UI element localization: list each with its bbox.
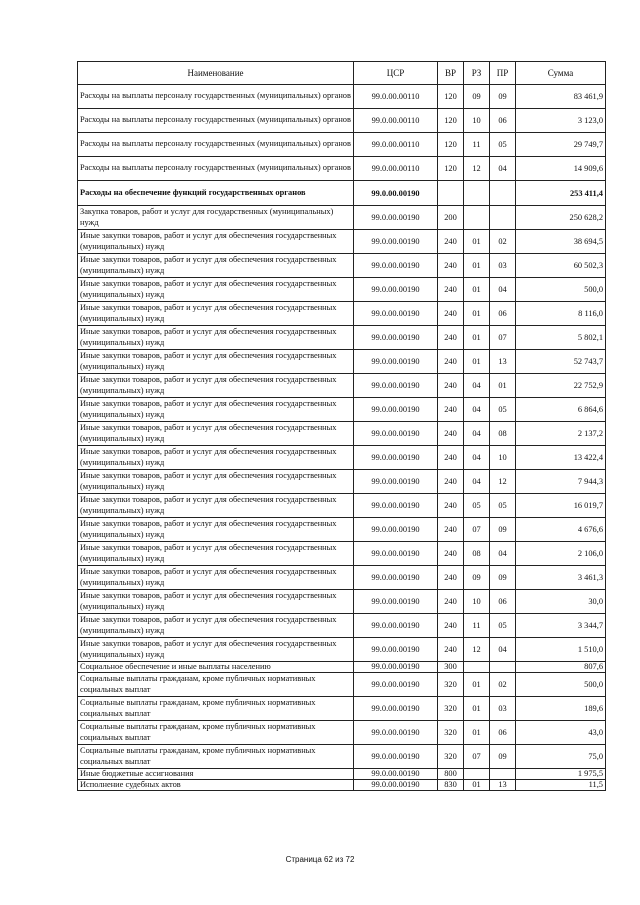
cell-pr [490,662,516,673]
cell-rz: 04 [464,446,490,470]
cell-pr: 12 [490,470,516,494]
header-vr: ВР [438,62,464,85]
cell-vr [438,181,464,206]
cell-name: Иные бюджетные ассигнования [78,769,354,780]
table-row [78,780,606,791]
cell-rz: 04 [464,398,490,422]
table-row [78,769,606,780]
cell-name: Иные закупки товаров, работ и услуг для обеспечения государственных (муниципальных) нужд [78,302,354,326]
cell-vr: 240 [438,638,464,662]
cell-vr: 200 [438,206,464,230]
header-pr: ПР [490,62,516,85]
cell-sum: 5 802,1 [516,326,606,350]
cell-rz [464,769,490,780]
cell-pr: 06 [490,109,516,133]
cell-sum: 500,0 [516,278,606,302]
cell-rz: 09 [464,566,490,590]
cell-vr: 800 [438,769,464,780]
cell-name: Расходы на обеспечение функций государственных органов [78,181,354,206]
cell-vr: 240 [438,374,464,398]
cell-csr: 99.0.00.00190 [354,590,438,614]
cell-csr: 99.0.00.00190 [354,470,438,494]
cell-sum: 14 909,6 [516,157,606,181]
cell-pr: 10 [490,446,516,470]
cell-csr: 99.0.00.00190 [354,398,438,422]
cell-name: Иные закупки товаров, работ и услуг для обеспечения государственных (муниципальных) нужд [78,590,354,614]
cell-name: Иные закупки товаров, работ и услуг для обеспечения государственных (муниципальных) нужд [78,518,354,542]
table-row [78,566,606,590]
cell-csr: 99.0.00.00190 [354,745,438,769]
cell-sum: 11,5 [516,780,606,791]
cell-vr: 240 [438,254,464,278]
cell-sum: 29 749,7 [516,133,606,157]
cell-sum: 189,6 [516,697,606,721]
cell-rz: 01 [464,780,490,791]
cell-pr: 09 [490,518,516,542]
table-row [78,133,606,157]
cell-pr: 04 [490,157,516,181]
cell-name: Иные закупки товаров, работ и услуг для обеспечения государственных (муниципальных) нужд [78,350,354,374]
cell-sum: 83 461,9 [516,85,606,109]
cell-pr: 03 [490,697,516,721]
cell-sum: 2 137,2 [516,422,606,446]
cell-rz: 11 [464,614,490,638]
table-row [78,374,606,398]
cell-pr: 06 [490,302,516,326]
cell-pr [490,181,516,206]
cell-pr: 06 [490,721,516,745]
cell-rz: 12 [464,157,490,181]
cell-vr: 240 [438,230,464,254]
table-row [78,446,606,470]
cell-name: Иные закупки товаров, работ и услуг для обеспечения государственных (муниципальных) нужд [78,398,354,422]
cell-name: Иные закупки товаров, работ и услуг для обеспечения государственных (муниципальных) нужд [78,494,354,518]
cell-csr: 99.0.00.00190 [354,374,438,398]
cell-name: Расходы на выплаты персоналу государственных (муниципальных) органов [78,85,354,109]
cell-rz: 01 [464,254,490,278]
cell-rz: 05 [464,494,490,518]
cell-csr: 99.0.00.00190 [354,697,438,721]
cell-sum: 807,6 [516,662,606,673]
cell-sum: 3 461,3 [516,566,606,590]
cell-rz: 04 [464,374,490,398]
cell-vr: 320 [438,745,464,769]
table-row [78,697,606,721]
cell-name: Иные закупки товаров, работ и услуг для обеспечения государственных (муниципальных) нужд [78,230,354,254]
cell-vr: 240 [438,278,464,302]
cell-csr: 99.0.00.00190 [354,230,438,254]
cell-vr: 240 [438,494,464,518]
table-row [78,590,606,614]
cell-name: Иные закупки товаров, работ и услуг для обеспечения государственных (муниципальных) нужд [78,254,354,278]
cell-csr: 99.0.00.00190 [354,638,438,662]
cell-pr: 05 [490,494,516,518]
cell-csr: 99.0.00.00190 [354,673,438,697]
cell-sum: 2 106,0 [516,542,606,566]
table-row [78,470,606,494]
table-header-row [78,62,606,85]
page-footer: Страница 62 из 72 [285,855,355,864]
table-row [78,422,606,446]
cell-vr: 240 [438,302,464,326]
table-row [78,157,606,181]
cell-pr: 09 [490,85,516,109]
cell-pr: 08 [490,422,516,446]
cell-name: Иные закупки товаров, работ и услуг для обеспечения государственных (муниципальных) нужд [78,470,354,494]
cell-name: Иные закупки товаров, работ и услуг для обеспечения государственных (муниципальных) нужд [78,446,354,470]
table-row [78,638,606,662]
cell-rz: 04 [464,422,490,446]
cell-name: Иные закупки товаров, работ и услуг для обеспечения государственных (муниципальных) нужд [78,542,354,566]
cell-csr: 99.0.00.00190 [354,350,438,374]
cell-sum: 500,0 [516,673,606,697]
cell-pr: 05 [490,133,516,157]
cell-csr: 99.0.00.00110 [354,157,438,181]
cell-rz: 09 [464,85,490,109]
cell-pr: 09 [490,566,516,590]
table-row [78,518,606,542]
table-row [78,181,606,206]
cell-pr: 07 [490,326,516,350]
cell-rz: 01 [464,326,490,350]
cell-vr: 240 [438,422,464,446]
cell-vr: 240 [438,350,464,374]
table-row [78,398,606,422]
cell-pr: 03 [490,254,516,278]
cell-rz: 04 [464,470,490,494]
cell-sum: 30,0 [516,590,606,614]
cell-sum: 250 628,2 [516,206,606,230]
cell-sum: 52 743,7 [516,350,606,374]
table-row [78,254,606,278]
cell-rz: 01 [464,278,490,302]
cell-name: Иные закупки товаров, работ и услуг для обеспечения государственных (муниципальных) нужд [78,326,354,350]
cell-csr: 99.0.00.00190 [354,206,438,230]
cell-vr: 240 [438,590,464,614]
cell-csr: 99.0.00.00190 [354,446,438,470]
cell-rz: 07 [464,745,490,769]
cell-sum: 60 502,3 [516,254,606,278]
cell-sum: 43,0 [516,721,606,745]
table-row [78,278,606,302]
cell-name: Расходы на выплаты персоналу государственных (муниципальных) органов [78,133,354,157]
cell-name: Исполнение судебных актов [78,780,354,791]
table-row [78,85,606,109]
cell-sum: 1 510,0 [516,638,606,662]
cell-sum: 3 123,0 [516,109,606,133]
cell-rz: 01 [464,721,490,745]
cell-rz: 01 [464,697,490,721]
cell-rz: 08 [464,542,490,566]
cell-vr: 120 [438,133,464,157]
cell-sum: 3 344,7 [516,614,606,638]
cell-pr: 05 [490,398,516,422]
cell-pr: 04 [490,638,516,662]
cell-rz: 11 [464,133,490,157]
cell-name: Иные закупки товаров, работ и услуг для обеспечения государственных (муниципальных) нужд [78,278,354,302]
cell-sum: 75,0 [516,745,606,769]
cell-csr: 99.0.00.00110 [354,109,438,133]
header-name: Наименование [78,62,354,85]
cell-pr [490,769,516,780]
cell-csr: 99.0.00.00190 [354,181,438,206]
cell-vr: 830 [438,780,464,791]
table-row [78,109,606,133]
cell-sum: 38 694,5 [516,230,606,254]
cell-vr: 240 [438,446,464,470]
cell-name: Социальные выплаты гражданам, кроме публичных нормативных социальных выплат [78,697,354,721]
header-rz: РЗ [464,62,490,85]
table-row [78,721,606,745]
cell-csr: 99.0.00.00190 [354,614,438,638]
cell-pr: 04 [490,278,516,302]
table-row [78,745,606,769]
cell-csr: 99.0.00.00190 [354,769,438,780]
cell-pr: 13 [490,780,516,791]
cell-name: Социальное обеспечение и иные выплаты населению [78,662,354,673]
cell-vr: 240 [438,518,464,542]
cell-csr: 99.0.00.00190 [354,662,438,673]
cell-rz: 01 [464,673,490,697]
cell-pr: 02 [490,673,516,697]
cell-csr: 99.0.00.00190 [354,326,438,350]
cell-vr: 300 [438,662,464,673]
cell-sum: 13 422,4 [516,446,606,470]
header-sum: Сумма [516,62,606,85]
cell-rz: 01 [464,230,490,254]
cell-csr: 99.0.00.00190 [354,566,438,590]
cell-vr: 320 [438,673,464,697]
cell-vr: 240 [438,542,464,566]
table-row [78,326,606,350]
cell-sum: 16 019,7 [516,494,606,518]
cell-csr: 99.0.00.00190 [354,542,438,566]
table-row [78,230,606,254]
cell-csr: 99.0.00.00190 [354,721,438,745]
cell-rz: 10 [464,590,490,614]
cell-pr: 09 [490,745,516,769]
cell-vr: 120 [438,157,464,181]
cell-pr: 06 [490,590,516,614]
table-row [78,206,606,230]
cell-vr: 320 [438,721,464,745]
table-row [78,302,606,326]
cell-name: Социальные выплаты гражданам, кроме публичных нормативных социальных выплат [78,745,354,769]
cell-rz: 01 [464,350,490,374]
table-row [78,614,606,638]
cell-csr: 99.0.00.00110 [354,85,438,109]
cell-rz: 10 [464,109,490,133]
cell-csr: 99.0.00.00190 [354,302,438,326]
cell-rz: 01 [464,302,490,326]
cell-csr: 99.0.00.00190 [354,518,438,542]
cell-name: Расходы на выплаты персоналу государственных (муниципальных) органов [78,109,354,133]
cell-name: Закупка товаров, работ и услуг для государственных (муниципальных) нужд [78,206,354,230]
cell-name: Иные закупки товаров, работ и услуг для обеспечения государственных (муниципальных) нужд [78,614,354,638]
cell-csr: 99.0.00.00190 [354,422,438,446]
cell-csr: 99.0.00.00190 [354,494,438,518]
cell-pr [490,206,516,230]
cell-sum: 6 864,6 [516,398,606,422]
cell-vr: 240 [438,470,464,494]
cell-name: Расходы на выплаты персоналу государственных (муниципальных) органов [78,157,354,181]
cell-vr: 240 [438,398,464,422]
table-row [78,542,606,566]
cell-sum: 1 975,5 [516,769,606,780]
cell-rz [464,662,490,673]
table-row [78,350,606,374]
cell-vr: 240 [438,614,464,638]
cell-rz: 12 [464,638,490,662]
cell-csr: 99.0.00.00190 [354,780,438,791]
cell-vr: 240 [438,566,464,590]
cell-vr: 120 [438,109,464,133]
cell-sum: 7 944,3 [516,470,606,494]
cell-csr: 99.0.00.00110 [354,133,438,157]
cell-pr: 05 [490,614,516,638]
cell-rz: 07 [464,518,490,542]
header-csr: ЦСР [354,62,438,85]
cell-vr: 320 [438,697,464,721]
cell-name: Иные закупки товаров, работ и услуг для обеспечения государственных (муниципальных) нужд [78,422,354,446]
cell-vr: 240 [438,326,464,350]
table-row [78,673,606,697]
cell-name: Социальные выплаты гражданам, кроме публичных нормативных социальных выплат [78,721,354,745]
cell-sum: 253 411,4 [516,181,606,206]
budget-table [77,61,606,791]
table-row [78,662,606,673]
cell-pr: 04 [490,542,516,566]
cell-pr: 01 [490,374,516,398]
cell-pr: 13 [490,350,516,374]
cell-name: Иные закупки товаров, работ и услуг для обеспечения государственных (муниципальных) нужд [78,638,354,662]
cell-name: Иные закупки товаров, работ и услуг для обеспечения государственных (муниципальных) нужд [78,374,354,398]
cell-rz [464,206,490,230]
table-body [78,85,606,791]
cell-rz [464,181,490,206]
table-row [78,494,606,518]
cell-name: Социальные выплаты гражданам, кроме публичных нормативных социальных выплат [78,673,354,697]
cell-vr: 120 [438,85,464,109]
cell-csr: 99.0.00.00190 [354,254,438,278]
cell-pr: 02 [490,230,516,254]
cell-name: Иные закупки товаров, работ и услуг для обеспечения государственных (муниципальных) нужд [78,566,354,590]
cell-sum: 8 116,0 [516,302,606,326]
cell-sum: 22 752,9 [516,374,606,398]
cell-csr: 99.0.00.00190 [354,278,438,302]
cell-sum: 4 676,6 [516,518,606,542]
